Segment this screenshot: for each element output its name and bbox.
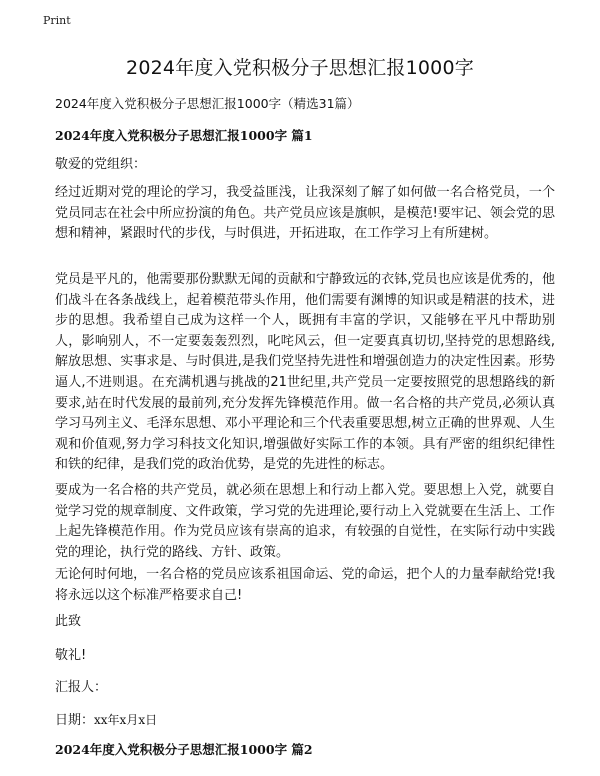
date-line xyxy=(55,710,555,732)
print-link[interactable]: Print xyxy=(43,14,71,27)
body-paragraph-2: 党员是平凡的，他需要那份默默无闻的贡献和宁静致远的衣钵,党员也应该是优秀的，他们战斗在各条战线上，起着模范带头作用，他们需要有渊博的知识或是精湛的技术，进步的思想。我希望自己成为这样一个人，既拥有丰富的学识，又能够在平凡中帮助别人，影响别人，不一定要轰轰烈烈，叱咤风云，但一定要真真切切,坚持党的思想路线,解放思想、实事求是、与时俱进,是我们党坚持先进性和增强创造力的决定性因素。形势逼人,不进则退。在充满机遇与挑战的21世纪里,共产党员一定要按照党的思想路线的新要求,站在时代发展的最前列,充分发挥先锋模范作用。做一名合格的共产党员,必须认真学习马列主义、毛泽东思想、邓小平理论和三个代表重要思想,树立正确的世界观、人生观和价值观,努力学习科技文化知识,增强做好实际工作的本领。具有严密的组织纪律性和铁的纪律，是我们党的政治优势，是党的先进性的标志。 xyxy=(55,272,555,473)
closing-line-1: 此致 xyxy=(55,614,82,629)
body-paragraph-4: 无论何时何地，一名合格的党员应该系祖国命运、党的命运，把个人的力量奉献给党!我将永远以这个标准严格要求自己! xyxy=(55,567,555,603)
document-subtitle: 2024年度入党积极分子思想汇报1000字（精选31篇） xyxy=(55,96,360,111)
section-heading-2: 2024年度入党积极分子思想汇报1000字 篇2 xyxy=(55,742,313,757)
body-paragraph-3: 要成为一名合格的共产党员，就必须在思想上和行动上都入党。要思想上入党，就要自觉学习党的规章制度、文件政策，学习党的先进理论,要行动上入党就要在生活上、工作上起先锋模范作用。作为党员应该有崇高的追求，有较强的自觉性，在实际行动中实践党的理论，执行党的路线、方针、政策。 xyxy=(55,483,555,560)
date-value: xx年x月x日 xyxy=(94,713,158,727)
closing-line-2: 敬礼! xyxy=(55,648,87,663)
page-title: 2024年度入党积极分子思想汇报1000字 xyxy=(126,57,474,79)
section-heading-1: 2024年度入党积极分子思想汇报1000字 篇1 xyxy=(55,128,313,143)
body-paragraph-1: 经过近期对党的理论的学习，我受益匪浅，让我深刻了解了如何做一名合格党员，一个党员同志在社会中所应扮演的角色。共产党员应该是旗帜，是模范!要牢记、领会党的思想和精神，紧跟时代的步伐，与时俱进，开拓进取，在工作学习上有所建树。 xyxy=(55,185,555,242)
salutation: 敬爱的党组织： xyxy=(55,157,147,172)
reporter-label: 汇报人： xyxy=(55,680,108,695)
date-label: 日期： xyxy=(55,713,95,728)
